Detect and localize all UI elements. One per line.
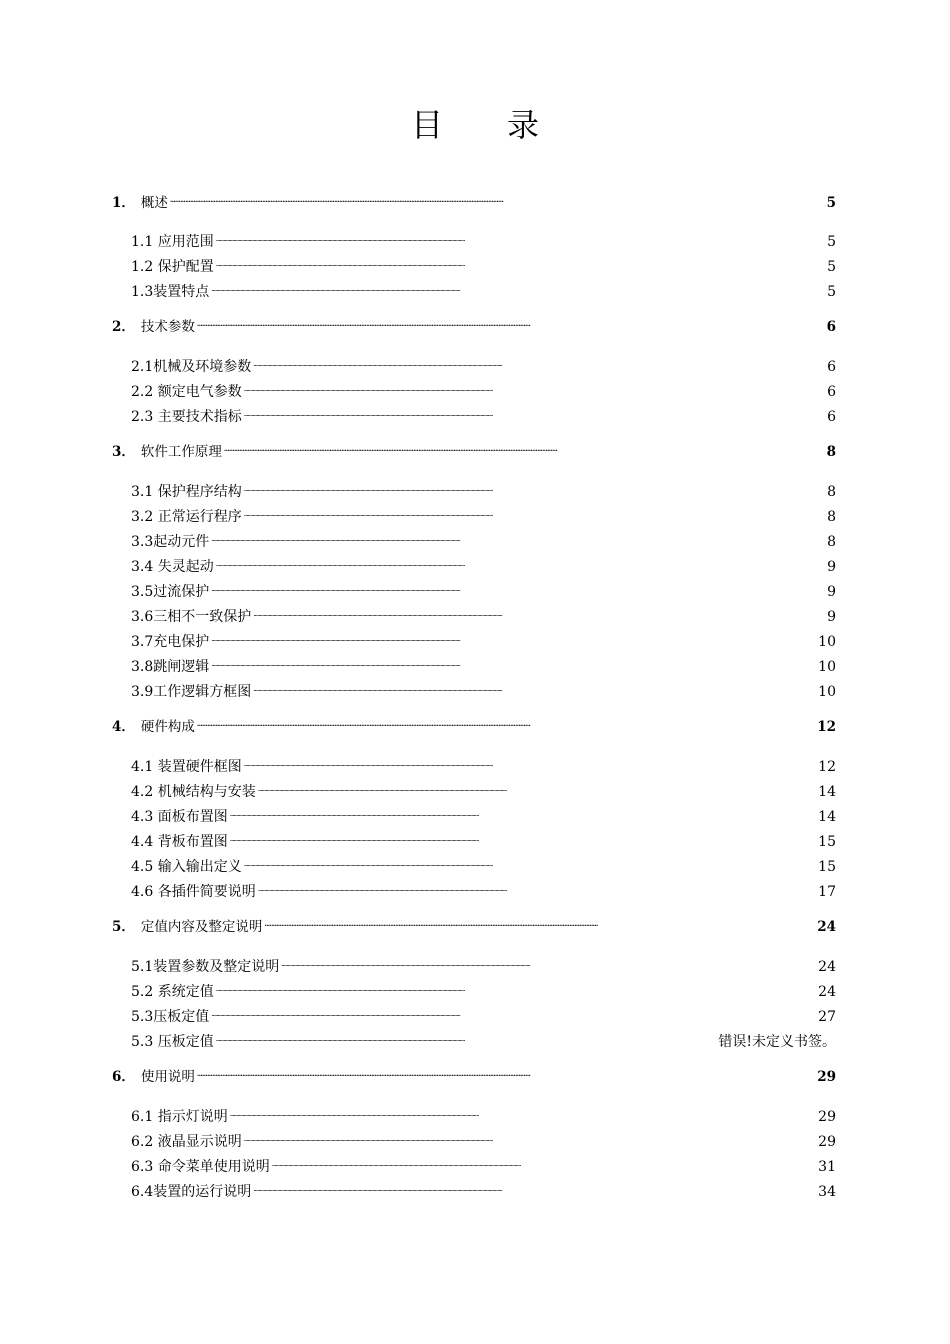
toc-chapter-title: 技术参数 (140, 319, 195, 335)
toc-dot-leader (272, 1157, 816, 1171)
toc-chapter-title: 使用说明 (140, 1069, 195, 1085)
toc-dot-leader (253, 1182, 816, 1196)
toc-section-entry[interactable] (131, 607, 836, 627)
toc-page-number: 10 (818, 634, 836, 650)
toc-entry-label: 6.4装置的运行说明 (131, 1184, 252, 1200)
toc-dot-leader (244, 1132, 816, 1146)
toc-section-entry[interactable] (131, 1182, 836, 1202)
toc-section-entry[interactable] (131, 232, 836, 252)
toc-page-number: 5 (827, 234, 836, 250)
toc-page-number: 29 (818, 1134, 836, 1150)
toc-dot-leader (244, 857, 816, 871)
toc-entry-label (112, 317, 195, 337)
toc-dot-leader (230, 1107, 816, 1121)
toc-entry-label: 4.2 机械结构与安装 (131, 784, 256, 800)
toc-page-number: 9 (827, 584, 836, 600)
toc-page-number: 12 (818, 759, 836, 775)
toc-entry-label: 4.4 背板布置图 (131, 834, 228, 850)
toc-dot-leader (230, 832, 816, 846)
toc-entry-label: 1.2 保护配置 (131, 259, 214, 275)
toc-page-number: 24 (818, 959, 836, 975)
toc-dot-leader (211, 532, 825, 546)
toc-dot-leader (244, 382, 825, 396)
toc-section-entry[interactable] (131, 507, 836, 527)
toc-chapter-entry[interactable] (112, 442, 836, 462)
toc-page-number: 9 (827, 609, 836, 625)
toc-entry-label (112, 1067, 195, 1087)
toc-dot-leader (224, 442, 825, 456)
toc-page-number: 34 (818, 1184, 836, 1200)
toc-page-number: 8 (826, 444, 836, 460)
toc-chapter-title: 定值内容及整定说明 (140, 919, 263, 935)
toc-dot-leader (216, 557, 825, 571)
toc-entry-label: 3.6三相不一致保护 (131, 609, 252, 625)
toc-section-entry[interactable] (131, 1007, 836, 1027)
toc-chapter-number: 5． (112, 919, 135, 935)
toc-entry-label (112, 193, 168, 213)
toc-page-number: 15 (818, 834, 836, 850)
toc-dot-leader (216, 1032, 717, 1046)
toc-chapter-entry[interactable] (112, 717, 836, 737)
toc-section-entry[interactable] (131, 957, 836, 977)
toc-section-entry[interactable] (131, 1132, 836, 1152)
toc-section-entry[interactable] (131, 807, 836, 827)
toc-dot-leader (211, 657, 816, 671)
toc-page-number: 6 (827, 359, 836, 375)
toc-entry-label: 5.3压板定值 (131, 1009, 210, 1025)
toc-chapter-entry[interactable] (112, 317, 836, 337)
toc-entry-label: 6.2 液晶显示说明 (131, 1134, 242, 1150)
toc-dot-leader (216, 982, 816, 996)
toc-page-number: 24 (818, 984, 836, 1000)
toc-entry-label (112, 917, 262, 937)
toc-entry-label: 4.6 各插件简要说明 (131, 884, 256, 900)
toc-chapter-entry[interactable] (112, 1067, 836, 1087)
toc-page-number: 10 (818, 659, 836, 675)
toc-entry-label: 3.3起动元件 (131, 534, 210, 550)
toc-page-number: 14 (818, 784, 836, 800)
toc-section-entry[interactable] (131, 1157, 836, 1177)
toc-dot-leader (244, 507, 825, 521)
toc-chapter-title: 硬件构成 (140, 719, 195, 735)
toc-section-entry[interactable] (131, 1032, 836, 1052)
toc-section-entry[interactable] (131, 532, 836, 552)
toc-dot-leader (258, 782, 816, 796)
toc-dot-leader (211, 282, 825, 296)
toc-section-entry[interactable] (131, 832, 836, 852)
toc-dot-leader (211, 632, 816, 646)
toc-page-number: 8 (827, 534, 836, 550)
toc-page-number: 6 (827, 384, 836, 400)
toc-section-entry[interactable] (131, 757, 836, 777)
toc-section-entry[interactable] (131, 257, 836, 277)
toc-section-entry[interactable] (131, 857, 836, 877)
toc-entry-label: 3.7充电保护 (131, 634, 210, 650)
toc-page-number: 6 (826, 319, 836, 335)
toc-dot-leader (244, 482, 825, 496)
toc-dot-leader (281, 957, 816, 971)
toc-entry-label: 5.1装置参数及整定说明 (131, 959, 280, 975)
toc-dot-leader (216, 232, 825, 246)
toc-chapter-number: 6． (112, 1069, 135, 1085)
toc-page-number: 24 (817, 919, 836, 935)
toc-chapter-number: 4． (112, 719, 135, 735)
toc-page-number: 6 (827, 409, 836, 425)
toc-page-number: 9 (827, 559, 836, 575)
toc-chapter-entry[interactable] (112, 193, 836, 213)
toc-entry-label: 3.5过流保护 (131, 584, 210, 600)
toc-entry-label: 5.3 压板定值 (131, 1034, 214, 1050)
toc-dot-leader (244, 407, 825, 421)
toc-section-entry[interactable] (131, 407, 836, 427)
toc-section-entry[interactable] (131, 582, 836, 602)
toc-section-entry[interactable] (131, 882, 836, 902)
toc-page-number: 10 (818, 684, 836, 700)
toc-section-entry[interactable] (131, 357, 836, 377)
toc-section-entry[interactable] (131, 782, 836, 802)
toc-entry-label: 3.9工作逻辑方框图 (131, 684, 252, 700)
toc-dot-leader (197, 317, 825, 331)
toc-section-entry[interactable] (131, 557, 836, 577)
toc-page-number: 15 (818, 859, 836, 875)
toc-page-number: 8 (827, 509, 836, 525)
toc-page-number: 27 (818, 1009, 836, 1025)
toc-entry-label: 6.3 命令菜单使用说明 (131, 1159, 270, 1175)
toc-entry-label: 1.3装置特点 (131, 284, 210, 300)
toc-entry-label: 2.2 额定电气参数 (131, 384, 242, 400)
toc-page-number: 29 (818, 1109, 836, 1125)
toc-entry-label: 1.1 应用范围 (131, 234, 214, 250)
toc-entry-label: 2.3 主要技术指标 (131, 409, 242, 425)
toc-page-number: 29 (817, 1069, 836, 1085)
toc-dot-leader (253, 682, 816, 696)
toc-entry-label: 4.3 面板布置图 (131, 809, 228, 825)
toc-dot-leader (197, 717, 815, 731)
toc-page-number: 17 (818, 884, 836, 900)
toc-dot-leader (211, 582, 825, 596)
toc-entry-label: 4.1 装置硬件框图 (131, 759, 242, 775)
toc-entry-label: 5.2 系统定值 (131, 984, 214, 1000)
toc-section-entry[interactable] (131, 982, 836, 1002)
toc-entry-label (112, 717, 195, 737)
toc-entry-label: 3.1 保护程序结构 (131, 484, 242, 500)
toc-chapter-number: 2． (112, 319, 135, 335)
toc-dot-leader (230, 807, 816, 821)
toc-dot-leader (253, 357, 825, 371)
toc-dot-leader (264, 917, 815, 931)
toc-entry-label: 6.1 指示灯说明 (131, 1109, 228, 1125)
toc-dot-leader (170, 193, 825, 207)
toc-dot-leader (211, 1007, 816, 1021)
toc-section-entry[interactable] (131, 632, 836, 652)
toc-entry-label: 2.1机械及环境参数 (131, 359, 252, 375)
toc-dot-leader (216, 257, 825, 271)
toc-page-number: 5 (827, 259, 836, 275)
toc-entry-label: 3.4 失灵起动 (131, 559, 214, 575)
toc-chapter-title: 概述 (140, 195, 168, 211)
toc-page-number: 错误!未定义书签。 (718, 1034, 836, 1050)
toc-dot-leader (197, 1067, 815, 1081)
toc-dot-leader (253, 607, 825, 621)
toc-page-number: 8 (827, 484, 836, 500)
toc-title: 目 录 (410, 106, 539, 144)
toc-page-number: 14 (818, 809, 836, 825)
toc-dot-leader (244, 757, 816, 771)
toc-page-number: 5 (827, 284, 836, 300)
toc-entry-label: 3.2 正常运行程序 (131, 509, 242, 525)
toc-page-number: 5 (826, 195, 836, 211)
toc-entry-label (112, 442, 222, 462)
toc-entry-label: 3.8跳闸逻辑 (131, 659, 210, 675)
toc-section-entry[interactable] (131, 482, 836, 502)
toc-section-entry[interactable] (131, 1107, 836, 1127)
toc-section-entry[interactable] (131, 382, 836, 402)
toc-chapter-number: 3． (112, 444, 135, 460)
toc-section-entry[interactable] (131, 657, 836, 677)
toc-chapter-title: 软件工作原理 (140, 444, 222, 460)
toc-chapter-number: 1． (112, 195, 135, 211)
toc-chapter-entry[interactable] (112, 917, 836, 937)
toc-section-entry[interactable] (131, 282, 836, 302)
toc-page-number: 12 (817, 719, 836, 735)
toc-section-entry[interactable] (131, 682, 836, 702)
toc-dot-leader (258, 882, 816, 896)
toc-entry-label: 4.5 输入输出定义 (131, 859, 242, 875)
toc-page-number: 31 (818, 1159, 836, 1175)
